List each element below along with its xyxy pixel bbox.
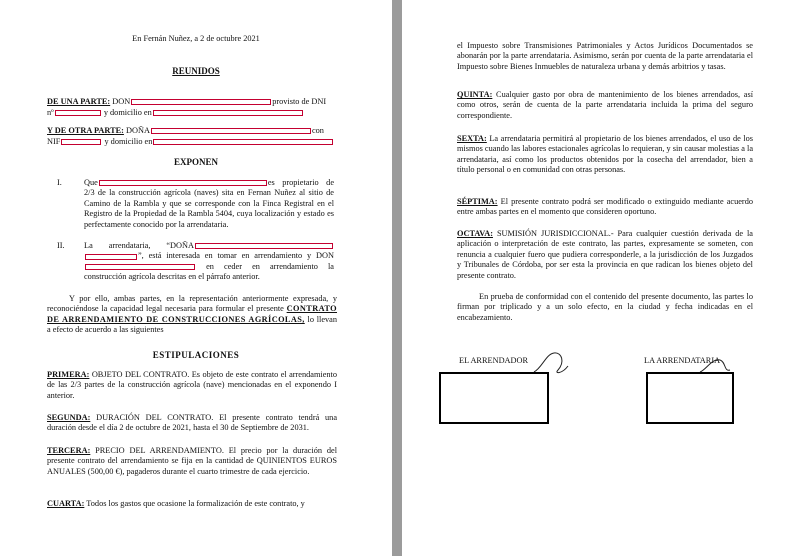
redaction-box: [85, 264, 195, 270]
right-page: [402, 0, 799, 556]
una-parte-dni: provisto de DNI: [272, 97, 327, 106]
sexta-label: SEXTA:: [457, 134, 487, 143]
una-parte-line-1: [47, 97, 377, 107]
exponen-i-que: Que: [84, 178, 98, 187]
exponen-ii-ceder: en ceder en arrendamiento la construcción agrícola descritas en el párrafo anterior.: [84, 261, 334, 282]
arrendataria-signature-redaction: [646, 372, 734, 424]
clause-sexta: [457, 134, 753, 176]
tercera-label: TERCERA:: [47, 446, 91, 455]
clause-tercera: [47, 446, 337, 477]
redaction-box: [55, 110, 101, 116]
tercera-text: PRECIO DEL ARRENDAMIENTO. El precio por la duración del presente contrato del arrendamiento se fija en la cantidad de QUINIENTOS EUROS ANUALES (500,00 €), pagaderos durante el cuarto trimestre de cada ejercicio.: [47, 446, 338, 476]
reunidos-heading: REUNIDOS: [172, 66, 220, 76]
estipulaciones-heading: ESTIPULACIONES: [152, 350, 240, 360]
redaction-box: [85, 254, 137, 260]
segunda-text: DURACIÓN DEL CONTRATO. El presente contrato tendrá una duración desde el día 2 de octubre de 2021, hasta el 30 de Septiembre de 2031.: [47, 413, 337, 433]
una-parte-label: DE UNA PARTE:: [47, 97, 111, 106]
exponen-i-number: I.: [57, 178, 62, 187]
primera-label: PRIMERA:: [47, 370, 90, 379]
closing-paragraph: En prueba de conformidad con el contenido del presente documento, las partes lo firman por triplicado y a un solo efecto, en la ciudad y fecha indicadas en el encabezamiento.: [457, 292, 753, 322]
clause-primera: [47, 370, 337, 401]
octava-label: OCTAVA:: [457, 229, 493, 238]
una-parte-don: DON: [112, 97, 131, 106]
redaction-box: [195, 243, 333, 249]
sexta-text: La arrendataria permitirá al propietario de los bienes arrendados, el uso de los mismos cuando las labores estacionales agrícolas lo requieran, y sin causar molestias a la arrendataria, así como los productos obtenidos por la cosecha del arrendador, bien a título personal o en comunidad con otras personas.: [457, 134, 753, 175]
otra-parte-label: Y DE OTRA PARTE:: [47, 126, 124, 135]
exponen-i-propietario: es propietario: [267, 178, 319, 187]
segunda-label: SEGUNDA:: [47, 413, 91, 422]
cuarta-text: Todos los gastos que ocasione la formalización de este contrato, y: [86, 499, 305, 508]
otra-parte-con: con: [311, 126, 324, 135]
otra-parte-nif: NIF: [47, 137, 61, 146]
redaction-box: [131, 99, 271, 105]
conclusion-paragraph: [47, 294, 337, 336]
otra-parte-line-1: [47, 126, 377, 136]
arrendataria-label: LA ARRENDATARIA: [644, 356, 721, 365]
exponen-heading: EXPONEN: [173, 157, 218, 167]
redaction-box: [61, 139, 101, 145]
una-parte-domicilio: y domicilio en: [103, 108, 152, 117]
quinta-text: Cualquier gasto por obra de mantenimiento de los bienes arrendados, así como otros, serán de cuenta de la parte arrendataria incluida la prima del seguro correspondiente.: [457, 90, 753, 120]
arrendador-signature-redaction: [439, 372, 549, 424]
cuarta-continuation: el Impuesto sobre Transmisiones Patrimoniales y Actos Jurídicos Documentados se abonarán por la parte arrendataria. Asimismo, serán por cuenta de la parte arrendataria el Impuesto sobre Bienes Inmuebles de naturaleza urbana y demás arbitrios y tasas.: [457, 41, 753, 71]
exponen-ii-intro: La arrendataria, “DOÑA: [84, 241, 194, 250]
otra-parte-line-2: [47, 137, 377, 147]
septima-text: El presente contrato podrá ser modificado o extinguido mediante acuerdo entre ambas partes en el momento que consideren oportuno.: [457, 197, 753, 217]
redaction-box: [153, 110, 303, 116]
exponen-i-text: [84, 178, 334, 230]
arrendador-label: EL ARRENDADOR: [459, 356, 529, 365]
conclusion-text-2: lo llevan a efecto de acuerdo a las siguientes: [47, 314, 337, 335]
exponen-ii-text: [84, 241, 334, 283]
octava-text: SUMISIÓN JURISDICCIONAL.- Para cualquier cuestión derivada de la aplicación o interpretación de este contrato, las partes, expresamente se someten, con renuncia a cualquier fuero que pudiera corresponderle, a la jurisdicción de los Juzgados y Tribunales de Córdoba, por ser esta la provincia en que radican los bienes objeto del presente contrato.: [457, 229, 753, 280]
otra-parte-domicilio: y domicilio en: [104, 137, 153, 146]
clause-octava: [457, 229, 753, 281]
redaction-box: [151, 128, 311, 134]
exponen-i-body: de 2/3 de la construcción agrícola (naves) sita en Fernan Nuñez al sitio de Camino de la Rambla y que se corresponde con la Finca Registral en el Registro de la Propiedad de la Rambla 5404, cuya localización y estado es perfectamente conocido por la arrendataria.: [84, 178, 335, 229]
redaction-box: [153, 139, 333, 145]
clause-septima: [457, 197, 753, 218]
una-parte-num: nº: [47, 108, 54, 117]
una-parte-line-2: [47, 108, 377, 118]
redaction-box: [99, 180, 267, 186]
left-page: [0, 0, 392, 556]
exponen-ii-interesada: ”, está interesada en tomar en arrendamiento y DON: [138, 251, 334, 261]
cuarta-label: CUARTA:: [47, 499, 85, 508]
contract-title: CONTRATO DE ARRENDAMIENTO DE CONSTRUCCIONES AGRÍCOLAS,: [47, 304, 338, 324]
conclusion-text-1: Y por ello, ambas partes, en la representación anteriormente expresada, y reconociéndose la capacidad legal necesaria para formular el presente: [47, 294, 337, 314]
septima-label: SÉPTIMA:: [457, 197, 498, 206]
place-date: En Fernán Nuñez, a 2 de octubre 2021: [132, 34, 260, 43]
clause-quinta: [457, 90, 753, 121]
quinta-label: QUINTA:: [457, 90, 493, 99]
otra-parte-dona: DOÑA: [126, 126, 150, 135]
clause-segunda: [47, 413, 337, 434]
clause-cuarta: [47, 499, 337, 509]
exponen-ii-number: II.: [57, 241, 65, 250]
primera-text: OBJETO DEL CONTRATO. Es objeto de este contrato el arrendamiento de las 2/3 partes de la construcción agrícola (nave) mencionadas en el exponendo I anterior.: [47, 370, 337, 400]
